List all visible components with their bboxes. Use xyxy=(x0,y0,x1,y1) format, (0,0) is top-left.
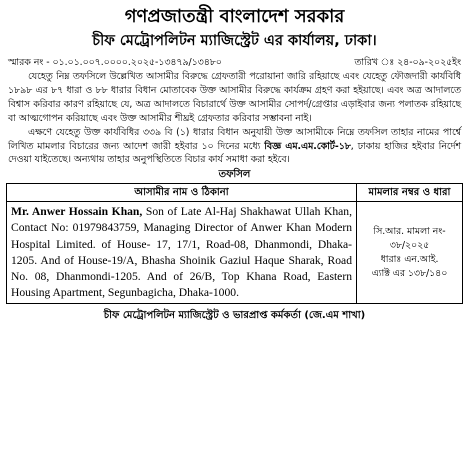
case-section: ধারাঃ এন.আই. xyxy=(380,253,439,265)
accused-cell xyxy=(7,202,357,304)
reference-line xyxy=(6,57,463,69)
accused-details: Son of Late Al-Haj Shakhawat Ullah Khan, Contact No: 01979843759, Managing Director of Anwer Khan Modern Hospital Limited. of House- 17, 17/1, Road-08, Dhanmondi, Dhaka-1205. And of House-19/A, Bhasha Shoinik Gaziul Haque Sharak, Road No. 08, Dhanmondi-1205. And of 26/B, Top Khana Road, Eastern Housing Apartment, Segunbagicha, Dhaka-1000. xyxy=(11,205,352,299)
memo-number: স্মারক নং - ০১.০১.০০৭.০০০০.২০২৫-১৩৪৭৯/১৩৪৮০ xyxy=(8,57,222,68)
case-column-header: মামলার নম্বর ও ধারা xyxy=(357,184,463,202)
accused-column-header: আসামীর নাম ও ঠিকানা xyxy=(7,184,357,202)
case-act: এ্যাক্ট এর ১৩৮/১৪০ xyxy=(371,267,448,279)
notice-date: তারিখ ঃ ২৪-০৯-২০২৫ইং xyxy=(354,57,461,68)
notice-body xyxy=(6,70,463,167)
paragraph-order xyxy=(8,126,461,168)
case-type: সি.আর. মামলা নং- xyxy=(373,225,446,237)
office-title: চীফ মেট্রোপলিটন ম্যাজিস্ট্রেট এর কার্যালয়, ঢাকা। xyxy=(92,33,377,49)
signatory-line: চীফ মেট্রোপলিটন ম্যাজিস্ট্রেট ও ভারপ্রাপ্ত কর্মকর্তা (জে.এম শাখা) xyxy=(103,309,366,321)
table-header-row xyxy=(7,184,463,202)
schedule-heading: তফসিল xyxy=(218,169,251,181)
court-name: বিজ্ঞ এম.এম.কোর্ট-১৮ xyxy=(264,140,351,152)
paragraph-warrant: যেহেতু নিম্ন তফসিলে উল্লেখিত আসামীর বিরুদ্ধে গ্রেফতারী পরোয়ানা জারি রহিয়াছে এবং যেহেতু ফৌজদারী কার্যবিধি ১৮৯৮ এর ৮৭ ধারা ও ৮৮ ধারার বিধান মোতাবেক উক্ত আসামীর বিরুদ্ধে কার্যক্রম গ্রহণ করা হইয়াছে। এবং অত্র আদালতে বিশ্বাস করিবার কারণ রহিয়াছে যে, অত্র আদালতে বিচারার্থে উক্ত আসামীর সোপর্দ/গ্রেপ্তার এড়াইবার জন্য পলাতক রহিয়াছে বা আত্মগোপন করিয়াছে এবং উক্ত আসামীর শীঘ্রই গ্রেফতার করিবার সম্ভাবনা নাই। xyxy=(8,71,461,124)
accused-name: Mr. Anwer Hossain Khan, xyxy=(11,205,143,219)
schedule-table xyxy=(6,183,463,304)
order-text-end: , ঢাকায় হাজির হইবার নির্দেশ দেওয়া যাইতেছে। অন্যথায় তাহার অনুপস্থিতিতে বিচার কার্য সমাধা করা হইবে। xyxy=(8,140,461,166)
order-text-start: এক্ষণে যেহেতু উক্ত কার্যবিধির ৩৩৯ বি (১) ধারার বিধান অনুযায়ী উক্ত আসামীকে নিম্নে তফসিল তাহার নামের পার্শ্বে লিখিত মামলার বিচারের জন্য আদেশ জারী হইবার ১০ দিনের মধ্যে xyxy=(8,126,461,152)
case-number: ৩৮/২০২৫ xyxy=(389,239,430,251)
government-title: গণপ্রজাতন্ত্রী বাংলাদেশ সরকার xyxy=(124,6,345,27)
case-cell xyxy=(357,202,463,304)
table-row xyxy=(7,202,463,304)
